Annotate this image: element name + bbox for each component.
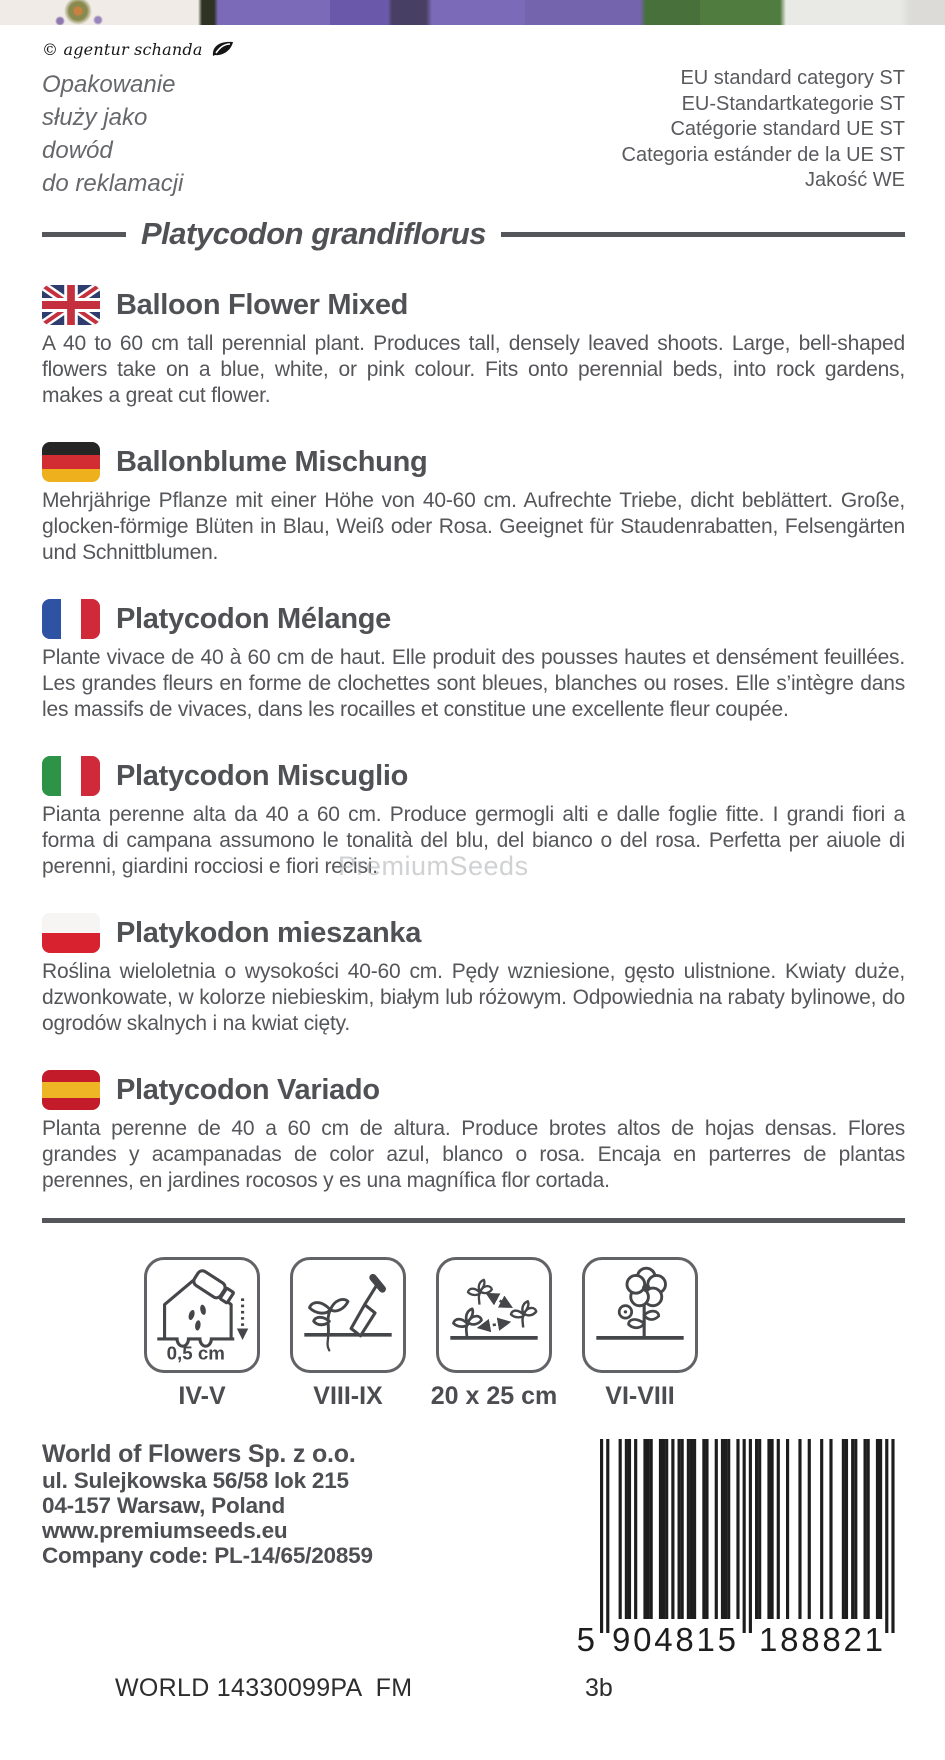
section-heading: Platycodon Mélange [116,602,391,635]
title-row [42,216,905,252]
section-heading: Platykodon mieszanka [116,916,422,949]
print-code: WORLD 14330099PA FM [115,1674,413,1702]
barcode-bars-svg [555,1439,900,1657]
top-info [42,68,905,200]
sowing-depth-icon [150,1263,254,1367]
section-polish [42,913,905,1037]
flowering-months-label: VI-VIII [605,1382,675,1410]
section-divider-rule [42,1218,905,1223]
barcode-bars-group [600,1439,895,1633]
bottom-row [42,1441,905,1681]
icon-cell-transplanting [290,1257,406,1411]
france-flag-icon [42,599,100,639]
poland-flag-icon [42,913,100,953]
sowing-months-label: IV-V [178,1382,226,1410]
section-body: Pianta perenne alta da 40 a 60 cm. Produce germogli alti e dalle foglie fitte. I grandi fiori a forma di campana assumono le tonalità del blu, del bianco o del rosa. Perfetta per aiuole di perenni, giardini rocciosi e fiori recisi. [42,803,905,878]
section-german [42,442,905,566]
title-rule-right [501,232,905,237]
section-heading: Platycodon Variado [116,1073,380,1106]
title-rule-left [42,232,126,237]
company-address-line: 04-157 Warsaw, Poland [42,1493,285,1518]
company-code: Company code: PL-14/65/20859 [42,1543,373,1568]
ean13-barcode [555,1439,900,1662]
photo-credit-text: © agentur schanda [42,39,203,59]
section-body: Planta perenne de 40 a 60 cm de altura. Produce brotes altos de hojas densas. Flores grandes y acampanadas de color azul, blanco o rosa. Encaja en parterres de plantas perennes, en jardines rocosos y es una magnífica flor cortada. [42,1117,905,1192]
eu-category-line: Categoria estánder de la UE ST [621,143,905,166]
flower-photo-strip [0,0,945,25]
page-mark: 3b [585,1674,613,1702]
plant-spacing-icon [442,1263,546,1367]
company-name: World of Flowers Sp. z o.o. [42,1440,356,1468]
section-body: Mehrjährige Pflanze mit einer Höhe von 40-60 cm. Aufrechte Triebe, dicht beblättert. Große, glocken-förmige Blüten in Blau, Weiß oder Rosa. Geeignet für Staudenrabatten, Felsengärten und Schnittblumen. [42,489,905,564]
premiumseeds-watermark: PremiumSeeds [338,851,529,881]
icon-cell-flowering [582,1257,698,1411]
germany-flag-icon [42,442,100,482]
barcode-digit-left: 5 [576,1621,595,1657]
section-body: Roślina wieloletnia o wysokości 40-60 cm. Pędy wzniesione, gęsto ulistnione. Kwiaty duże, dzwonkowate, w kolorze niebieskim, białym lub różowym. Odpowiednia na rabaty bylinowe, do ogrodów skalnych i na kwiat cięty. [42,960,905,1035]
section-french [42,599,905,723]
barcode-digits-group1: 904815 [612,1621,736,1657]
flowering-period-icon [588,1263,692,1367]
icon-cell-sowing [144,1257,260,1411]
eu-category-line: EU-Standartkategorie ST [681,92,905,115]
claim-note-line: służy jako [42,104,148,131]
section-body: A 40 to 60 cm tall perennial plant. Produces tall, densely leaved shoots. Large, bell-shaped flowers take on a blue, white, or pink colour. Fits onto perennial beds, into rock gardens, makes a great cut flower. [42,332,905,407]
company-address-line: ul. Sulejkowska 56/58 lok 215 [42,1468,349,1493]
claim-note-line: do reklamacji [42,170,184,197]
plant-spacing-label: 20 x 25 cm [430,1382,558,1410]
section-english [42,285,905,409]
barcode-digits-group2: 188821 [759,1621,883,1657]
packaging-claim-note [42,68,183,200]
section-body: Plante vivace de 40 à 60 cm de haut. Elle produit des pousses hautes et densément feuillées. Les grandes fleurs en forme de clochettes sont bleues, blanches ou roses. Elle s’intègre dans les massifs de vivaces, dans les rocailles et constitue une excellente fleur coupée. [42,646,905,721]
claim-note-line: Opakowanie [42,71,176,98]
eu-category-line: EU standard category ST [680,67,905,89]
culture-icons-row [144,1257,945,1411]
sowing-depth-value: 0,5 cm [166,1342,225,1364]
icon-cell-spacing [430,1257,558,1411]
section-heading: Platycodon Miscuglio [116,759,409,792]
eu-category-line: Jakość WE [804,169,905,191]
eu-category-line: Catégorie standard UE ST [670,118,905,140]
transplanting-icon [296,1263,400,1367]
claim-note-line: dowód [42,137,113,164]
company-website: www.premiumseeds.eu [42,1518,288,1543]
agentur-schanda-logo-icon [210,39,236,59]
italy-flag-icon [42,756,100,796]
transplanting-months-label: VIII-IX [313,1382,383,1410]
uk-flag-icon [42,285,100,325]
eu-category-block [622,66,906,200]
section-heading: Balloon Flower Mixed [116,288,409,321]
latin-name-title: Platycodon grandiflorus [141,216,487,251]
photo-credit [42,39,945,59]
section-heading: Ballonblume Mischung [116,445,428,478]
spain-flag-icon [42,1070,100,1110]
section-spanish [42,1070,905,1194]
